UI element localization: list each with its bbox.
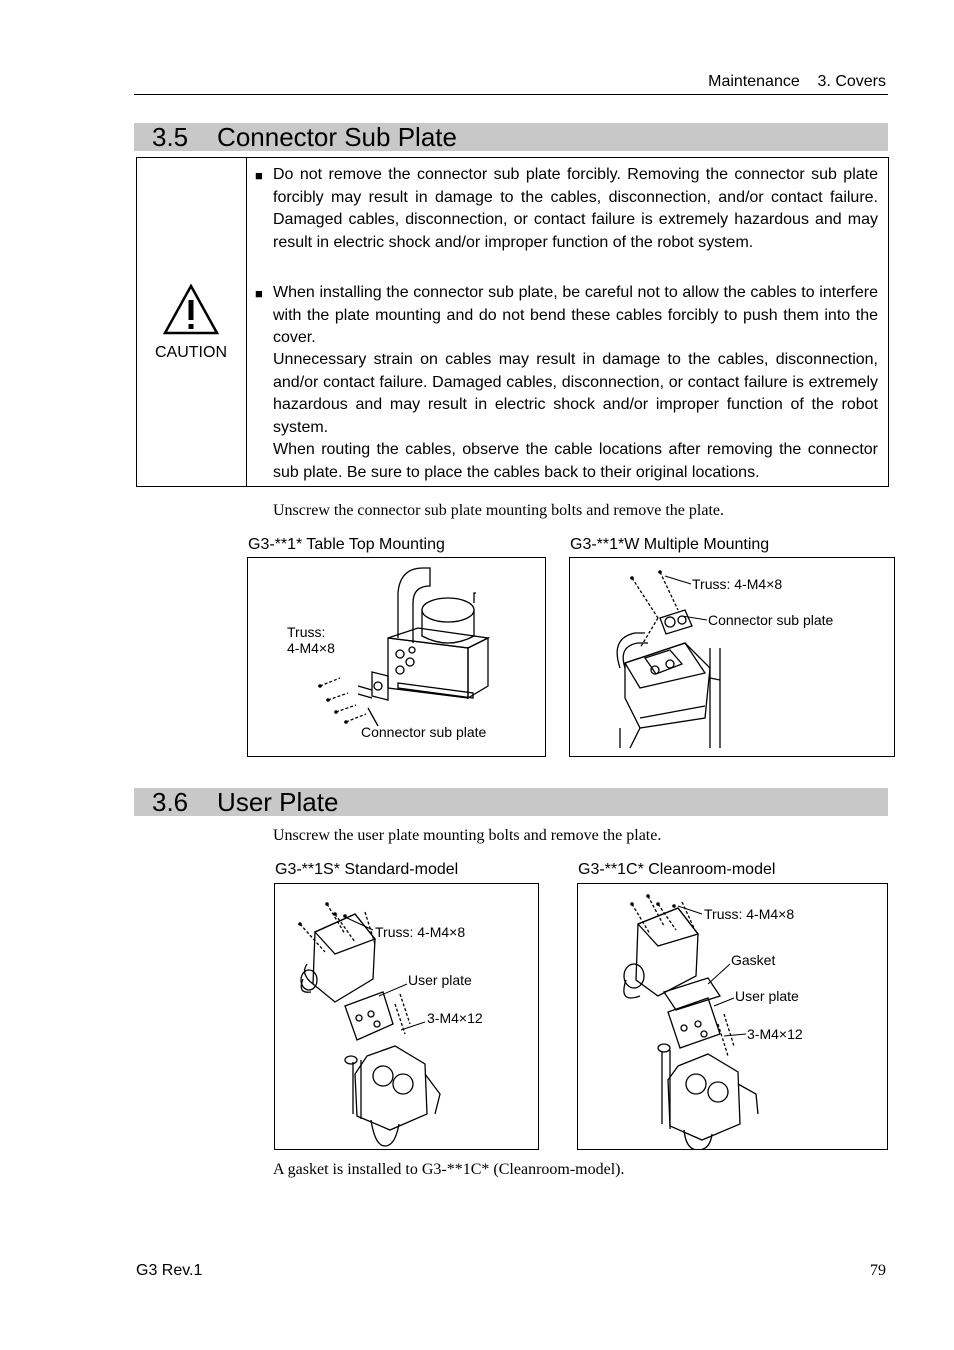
running-header: Maintenance 3. Covers: [708, 73, 886, 90]
section-heading-3-5: [134, 123, 888, 151]
callout-bolt: 3-M4×12: [427, 1010, 483, 1026]
callout-truss: Truss: 4-M4×8: [375, 924, 466, 940]
figure-multiple-mounting: [569, 557, 895, 757]
callout-truss: Truss: 4-M4×8: [692, 576, 783, 592]
section-title: 3.6 User Plate: [152, 787, 339, 817]
callout-connector-sub-plate: Connector sub plate: [361, 724, 487, 740]
robot-user-plate-gasket-illustration: [578, 884, 888, 1150]
instruction-text: Unscrew the connector sub plate mounting bolts and remove the plate.: [273, 502, 724, 519]
figure-title: G3-**1S* Standard-model: [275, 861, 459, 878]
caution-bullet-2-part-2: Unnecessary strain on cables may result in damage to the cables, disconnection, and/or contact failure. Damaged cables, disconnection, or contact failure is extremely hazardous and may result in electric shock and/or improper function of the robot system.: [273, 351, 878, 436]
caution-bullet-1: Do not remove the connector sub plate forcibly. Removing the connector sub plate forcibly may result in damage to the cables, disconnection, and/or contact failure. Damaged cables, disconnection, or contact failure is extremely hazardous and may result in electric shock and/or improper function of the robot system.: [273, 166, 878, 251]
figure-title: G3-**1C* Cleanroom-model: [578, 861, 776, 878]
figure-title: G3-**1*W Multiple Mounting: [570, 536, 770, 553]
caution-bullet-2-part-1: When installing the connector sub plate, be careful not to allow the cables to interfere with the plate mounting and do not bend these cables forcibly to push them into the cover.: [273, 284, 878, 346]
figure-cleanroom-model: [577, 883, 888, 1150]
gasket-note: A gasket is installed to G3-**1C* (Cleanroom-model).: [273, 1161, 625, 1178]
header-rule: [134, 94, 888, 95]
figure-title: G3-**1* Table Top Mounting: [248, 536, 445, 553]
section-heading-3-6: [134, 788, 888, 816]
caution-warning-icon: [163, 284, 219, 336]
callout-user-plate: User plate: [735, 988, 799, 1004]
page-number: 79: [870, 1262, 886, 1279]
caution-label: CAUTION: [155, 344, 227, 361]
caution-divider: [246, 157, 247, 487]
bullet-square-icon: ■: [255, 286, 263, 301]
callout-gasket: Gasket: [731, 952, 776, 968]
caution-bullet-2-part-3: When routing the cables, observe the cable locations after removing the connector sub plate. Be sure to place the cables back to their original locations.: [273, 441, 878, 481]
section-title: 3.5 Connector Sub Plate: [152, 122, 457, 152]
callout-user-plate: User plate: [408, 972, 472, 988]
callout-connector-sub-plate: Connector sub plate: [708, 612, 834, 628]
footer-revision: G3 Rev.1: [136, 1262, 203, 1279]
callout-truss: Truss: 4-M4×8: [704, 906, 795, 922]
bullet-square-icon: ■: [255, 168, 263, 183]
instruction-text: Unscrew the user plate mounting bolts and remove the plate.: [273, 827, 662, 844]
callout-bolt: 3-M4×12: [747, 1026, 803, 1042]
callout-truss: Truss:: [287, 624, 326, 640]
figure-standard-model: [274, 883, 539, 1150]
figure-table-top-mounting: [247, 557, 546, 757]
callout-truss-spec: 4-M4×8: [287, 640, 335, 656]
